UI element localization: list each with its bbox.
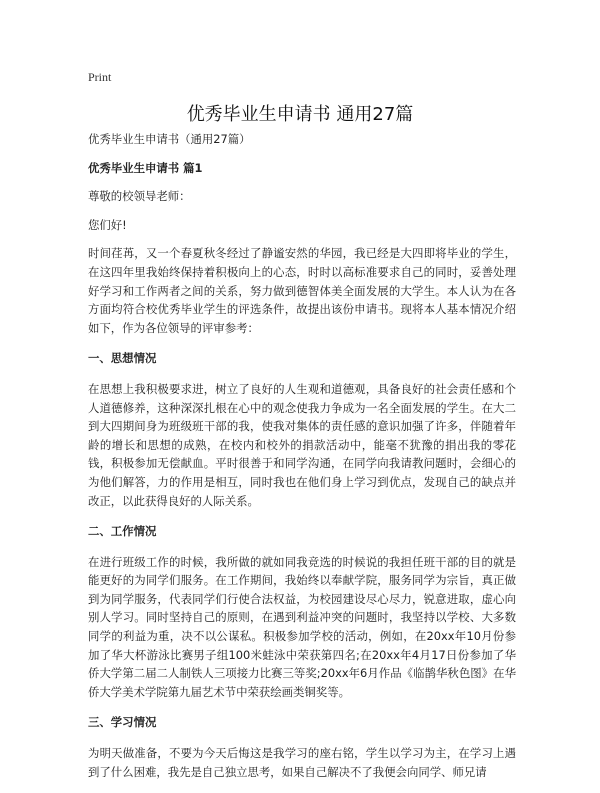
greeting: 您们好! bbox=[88, 217, 127, 232]
document-title: 优秀毕业生申请书 通用27篇 bbox=[186, 104, 414, 125]
article-heading: 优秀毕业生申请书 篇1 bbox=[88, 160, 203, 175]
document-subtitle: 优秀毕业生申请书（通用27篇） bbox=[88, 132, 251, 146]
print-link[interactable]: Print bbox=[88, 70, 112, 84]
section-heading-work: 二、工作情况 bbox=[88, 524, 157, 539]
salutation: 尊敬的校领导老师： bbox=[88, 189, 191, 204]
section-heading-study: 三、学习情况 bbox=[88, 715, 157, 730]
section-text-work: 在进行班级工作的时候，我所做的就如同我竞选的时候说的我担任班干部的目的就是能更好的为同学们服务。在工作期间，我始终以奉献学院，服务同学为宗旨，真正做到为同学服务，代表同学们行使合法权益，为校园建设尽心尽力，锐意进取，虚心向别人学习。同时坚持自己的原则，在遇到利益冲突的问题时，我坚持以学校、大多数同学的利益为重，决不以公谋私。积极参加学校的活动，例如，在20xx年10月份参加了华大杯游泳比赛男子组100米蛙泳中荣获第四名;在20xx年4月17日份参加了华侨大学第二届二人制铁人三项接力比赛三等奖;20xx年6月作品《临鹊华秋色图》在华侨大学美术学院第九届艺术节中荣获绘画类铜奖等。 bbox=[88, 554, 516, 699]
section-heading-thought: 一、思想情况 bbox=[88, 351, 157, 366]
section-text-study: 为明天做准备，不要为今天后悔这是我学习的座右铭，学生以学习为主，在学习上遇到了什么困难，我先是自己独立思考，如果自己解决不了我便会向同学、师兄请 bbox=[88, 746, 516, 779]
intro-paragraph: 时间荏苒，又一个春夏秋冬经过了静谧安然的华园，我已经是大四即将毕业的学生，在这四年里我始终保持着积极向上的心态，时时以高标准要求自己的同时，妥善处理好学习和工作两者之间的关系，努力做到德智体美全面发展的大学生。本人认为在各方面均符合校优秀毕业学生的评选条件，故提出该份申请书。现将本人基本情况介绍如下，作为各位领导的评审参考： bbox=[88, 246, 516, 335]
document-body bbox=[88, 130, 516, 793]
section-text-thought: 在思想上我积极要求进，树立了良好的人生观和道德观，具备良好的社会责任感和个人道德修养，这种深深扎根在心中的观念使我力争成为一名全面发展的学生。在大二到大四期间身为班级班干部的我，使我对集体的责任感的意识加强了许多，伴随着年龄的增长和思想的成熟，在校内和校外的捐款活动中，能毫不犹豫的捐出我的零花钱，积极参加无偿献血。平时很善于和同学沟通，在同学向我请教问题时，会细心的为他们解答，力的作用是相互，同时我也在他们身上学习到优点，发现自己的缺点并改正，以此获得良好的人际关系。 bbox=[88, 381, 516, 508]
